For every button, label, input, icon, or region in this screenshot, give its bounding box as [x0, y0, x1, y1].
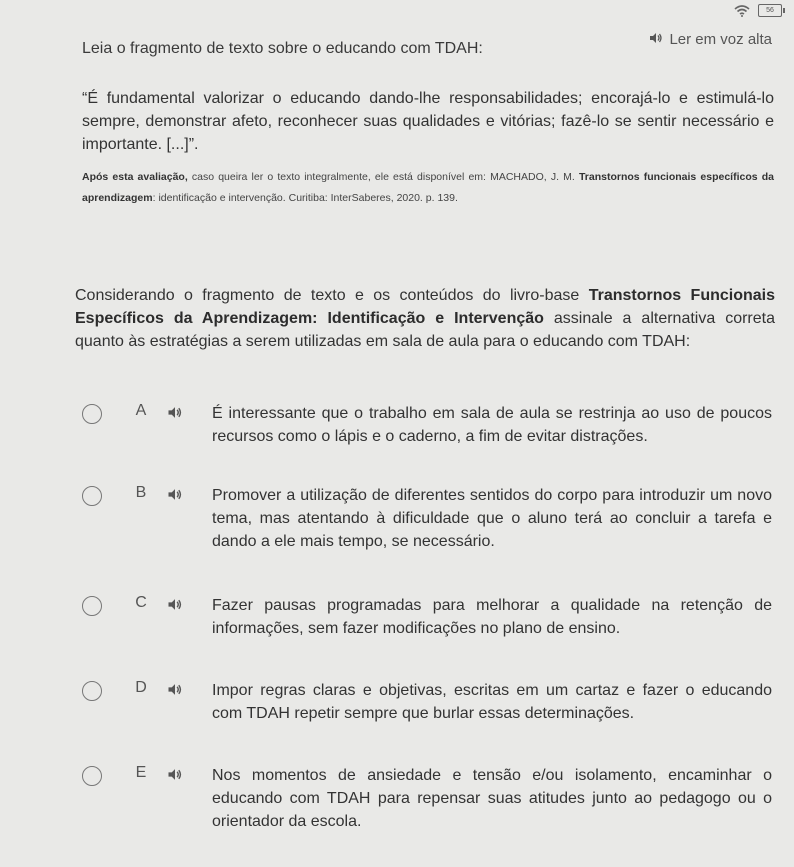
option-text: Impor regras claras e objetivas, escritas em um cartaz e fazer o educando com TDAH repetir sempre que burlar essas determinações.: [212, 682, 772, 722]
status-bar: [734, 4, 782, 17]
speaker-icon[interactable]: [167, 683, 183, 701]
option-text: Nos momentos de ansiedade e tensão e/ou isolamento, encaminhar o educando com TDAH para repensar suas atitudes junto ao pedagogo ou o orientador da escola.: [212, 767, 772, 830]
quote-text: “É fundamental valorizar o educando dando-lhe responsabilidades; encorajá-lo e estimulá-lo sempre, demonstrar afeto, reconhecer suas qualidades e vitórias; fazê-lo se sentir necessário e importante. [...]”.: [82, 90, 774, 153]
speaker-icon[interactable]: [167, 598, 183, 616]
read-aloud-button[interactable]: [649, 31, 772, 48]
option-letter: E: [135, 764, 147, 781]
intro-text: Leia o fragmento de texto sobre o educando com TDAH:: [82, 40, 483, 57]
question-part2: assinale a alternativa correta quanto às estratégias a serem utilizadas em sala de aula para o educando com TDAH:: [75, 310, 775, 350]
citation-middle: caso queira ler o texto integralmente, ele está disponível em: MACHADO, J. M.: [187, 171, 579, 183]
question-text: [75, 284, 775, 353]
option-text: É interessante que o trabalho em sala de aula se restrinja ao uso de poucos recursos como o lápis e o caderno, a fim de evitar distrações.: [212, 405, 772, 445]
option-text: Fazer pausas programadas para melhorar a qualidade na retenção de informações, sem fazer modificações no plano de ensino.: [212, 597, 772, 637]
option-letter: D: [135, 679, 147, 696]
speaker-icon: [649, 31, 663, 48]
radio-button[interactable]: [82, 404, 102, 424]
radio-button[interactable]: [82, 596, 102, 616]
citation-book-title: Transtornos funcionais específicos da aprendizagem: [82, 171, 774, 204]
wifi-icon: [734, 5, 750, 17]
battery-icon: 56: [758, 4, 782, 17]
option-letter: A: [135, 402, 147, 419]
read-aloud-label: Ler em voz alta: [669, 31, 772, 48]
speaker-icon[interactable]: [167, 768, 183, 786]
speaker-icon[interactable]: [167, 488, 183, 506]
radio-button[interactable]: [82, 681, 102, 701]
question-book: Transtornos Funcionais Específicos da Aprendizagem: Identificação e Intervenção: [75, 287, 776, 327]
radio-button[interactable]: [82, 766, 102, 786]
citation: [82, 167, 774, 209]
speaker-icon[interactable]: [167, 406, 183, 424]
option-letter: B: [135, 484, 147, 501]
citation-prefix: Após esta avaliação,: [82, 171, 188, 183]
citation-suffix: : identificação e intervenção. Curitiba: InterSaberes, 2020. p. 139.: [152, 192, 458, 204]
radio-button[interactable]: [82, 486, 102, 506]
option-text: Promover a utilização de diferentes sentidos do corpo para introduzir um novo tema, mas atentando à dificuldade que o aluno terá ao concluir a tarefa e dando a ele mais tempo, se necessário.: [212, 487, 772, 550]
question-part1: Considerando o fragmento de texto e os conteúdos do livro-base: [75, 287, 589, 304]
option-letter: C: [135, 594, 147, 611]
